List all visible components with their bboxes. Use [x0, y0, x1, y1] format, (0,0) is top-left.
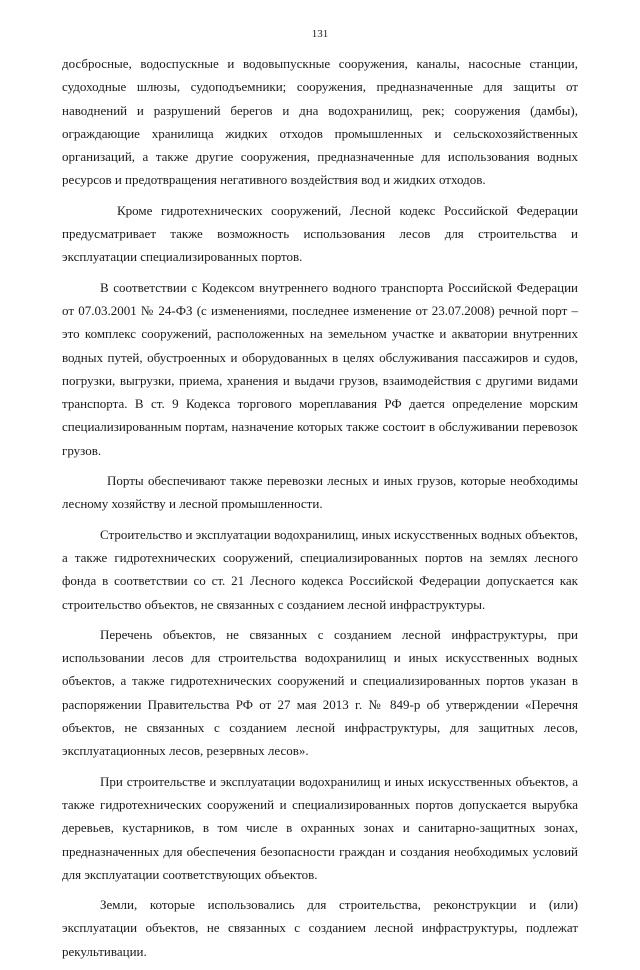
paragraph-tree-felling: При строительстве и эксплуатации водохранилищ и иных искусственных объектов, а также гидротехнических сооружений и специализированных портов допускается вырубка деревьев, кустарников, в том числе в охранных зонах и санитарно-защитных зонах, предназначенных для обеспечения безопасности граждан и создания необходимых условий для эксплуатации соответствующих объектов. [62, 773, 578, 882]
page-body [62, 52, 578, 970]
paragraph-ports-cargo: Порты обеспечивают также перевозки лесных и иных грузов, которые необходимы лесному хозяйству и лесной промышленности. [62, 473, 578, 512]
paragraph-object-list-decree: Перечень объектов, не связанных с созданием лесной инфраструктуры, при использовании лесов для строительства водохранилищ и иных искусственных водных объектов, а также гидротехнических сооружений и специализированных портов указан в распоряжении Правительства РФ от 27 мая 2013 г. № 849-р об утверждении «Перечня объектов, не связанных с созданием лесной инфраструктуры, для защитных лесов, эксплуатационных лесов, резервных лесов». [62, 626, 578, 759]
paragraph-forest-code-ports: Кроме гидротехнических сооружений, Лесной кодекс Российской Федерации предусматривает также возможность использования лесов для строительства и эксплуатации специализированных портов. [62, 202, 578, 265]
paragraph-hydro-structures-list: досбросные, водоспускные и водовыпускные сооружения, каналы, насосные станции, судоходные шлюзы, судоподъемники; сооружения, предназначенные для защиты от наводнений и разрушений берегов и дна водохранилищ, рек; сооружения (дамбы), ограждающие хранилища жидких отходов промышленных и сельскохозяйственных организаций, а также другие сооружения, предназначенные для использования водных ресурсов и предотвращения негативного воздействия вод и жидких отходов. [62, 56, 578, 188]
paragraph-land-recultivation: Земли, которые использовались для строительства, реконструкции и (или) эксплуатации объектов, не связанных с созданием лесной инфраструктуры, подлежат рекультивации. [62, 897, 578, 959]
paragraph-river-port-definition: В соответствии с Кодексом внутреннего водного транспорта Российской Федерации от 07.03.2001 № 24-ФЗ (с изменениями, последнее изменение от 23.07.2008) речной порт – это комплекс сооружений, расположенных на земельном участке и акватории внутренних водных путей, обустроенных и оборудованных в целях обслуживания пассажиров и судов, погрузки, выгрузки, приема, хранения и выдачи грузов, взаимодействия с другими видами транспорта. В ст. 9 Кодекса торгового мореплавания РФ дается определение морским специализированным портам, назначение которых также состоит в обслуживании перевозок грузов. [62, 279, 578, 458]
page-number: 131 [311, 28, 329, 40]
paragraph-construction-reservoirs: Строительство и эксплуатации водохранилищ, иных искусственных водных объектов, а также гидротехнических сооружений, специализированных портов на землях лесного фонда в соответствии со ст. 21 Лесного кодекса Российской Федерации допускается как строительство объектов, не связанных с созданием лесной инфраструктуры. [62, 526, 578, 612]
